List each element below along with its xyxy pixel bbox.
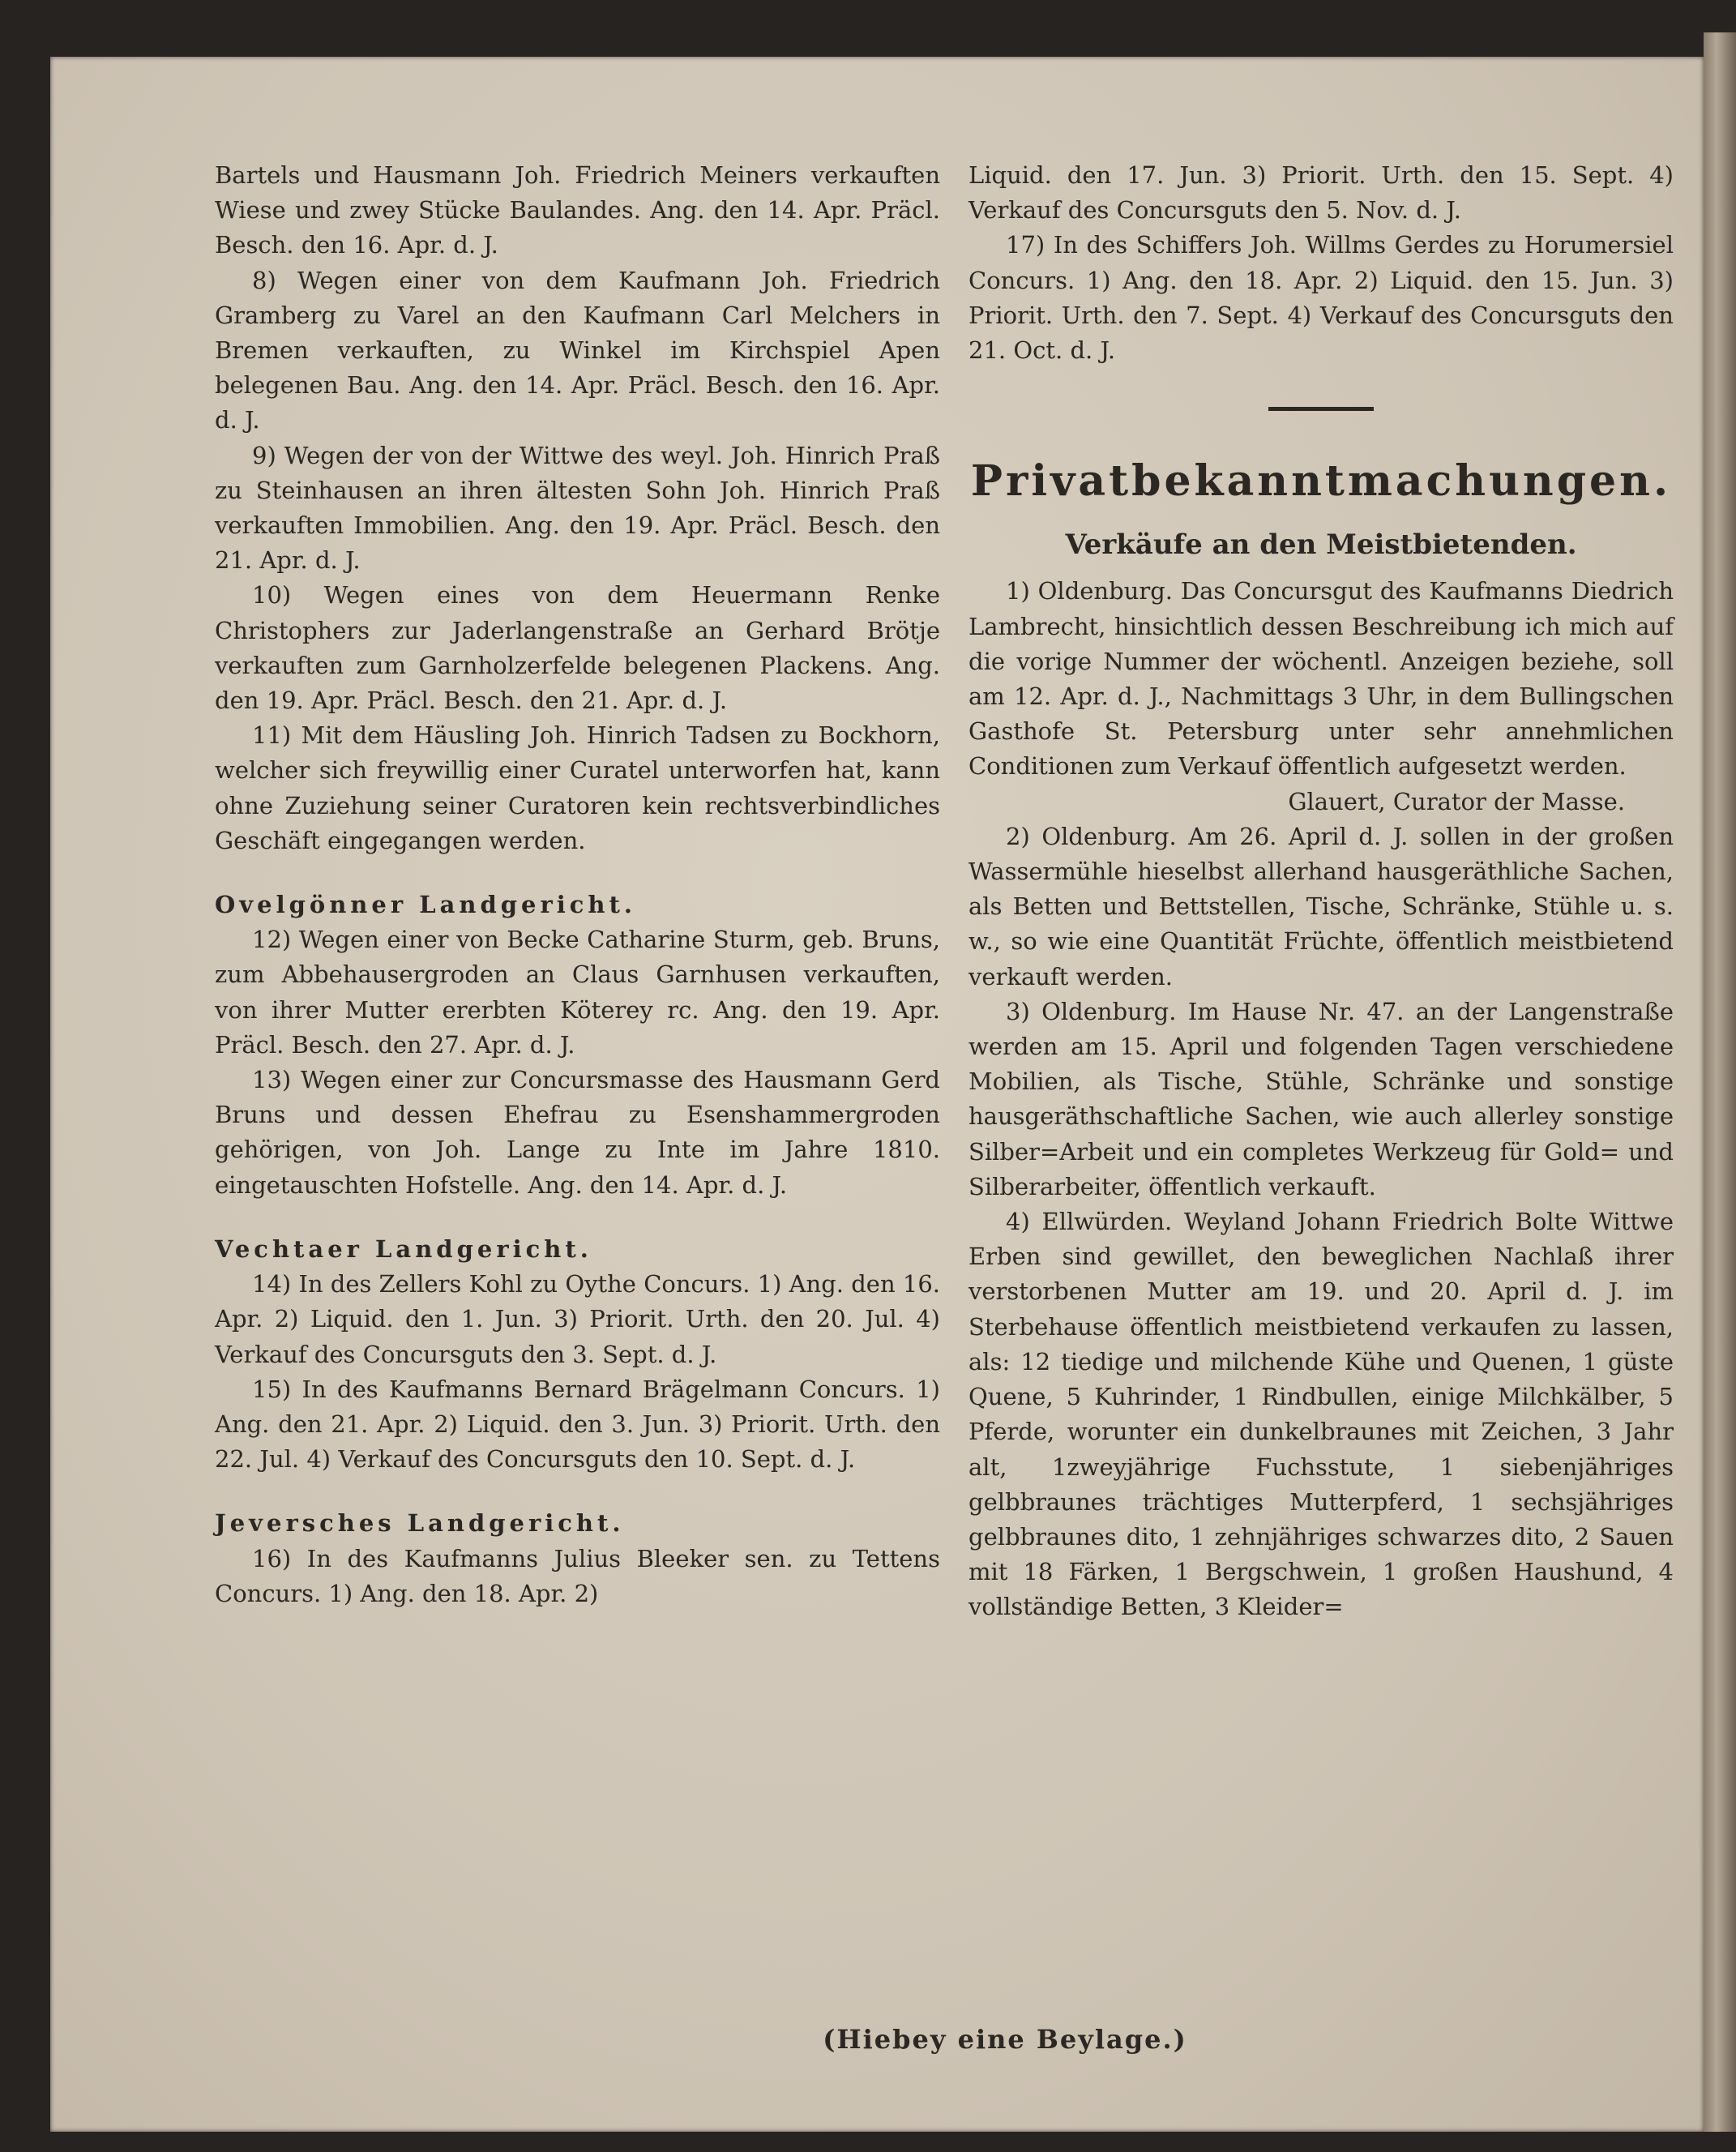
paragraph: 15) In des Kaufmanns Bernard Brägelmann Concurs. 1) Ang. den 21. Apr. 2) Liquid. den 3. Jun. 3) Priorit. Urth. den 22. Jul. 4) Verkauf des Concursguts den 10. Sept. d. J.	[215, 1375, 940, 1474]
paragraph: 1) Oldenburg. Das Concursgut des Kaufmanns Diedrich Lambrecht, hinsichtlich dessen Beschreibung ich mich auf die vorige Nummer der wöchentl. Anzeigen beziehe, soll am 12. Apr. d. J., Nachmittags 3 Uhr, in dem Bullingschen Gasthofe St. Petersburg unter sehr annehmlichen Conditionen zum Verkauf öffentlich aufgesetzt werden.	[968, 577, 1674, 781]
paragraph: 9) Wegen der von der Wittwe des weyl. Joh. Hinrich Praß zu Steinhausen an ihren ältesten Sohn Joh. Hinrich Praß verkauften Immobilien. Ang. den 19. Apr. Präcl. Besch. den 21. Apr. d. J.	[215, 441, 940, 575]
paragraph: 3) Oldenburg. Im Hause Nr. 47. an der Langenstraße werden am 15. April und folgenden Tagen verschiedene Mobilien, als Tische, Stühle, Schränke und sonstige hausgeräthschaftliche Sachen, wie auch allerley sonstige Silber=Arbeit und ein completes Werkzeug für Gold= und Silberarbeiter, öffentlich verkauft.	[968, 997, 1674, 1200]
section-title: Privatbekanntmachungen.	[970, 456, 1672, 507]
paragraph: 4) Ellwürden. Weyland Johann Friedrich Bolte Wittwe Erben sind gewillet, den beweglichen Nachlaß ihrer verstorbenen Mutter am 19. und 20. April d. J. im Sterbehause öffentlich meistbietend verkaufen zu lassen, als: 12 tiedige und milchende Kühe und Quenen, 1 güste Quene, 5 Kuhrinder, 1 Rindbullen, einige Milchkälber, 5 Pferde, worunter ein dunkelbraunes mit Zeichen, 3 Jahr alt, 1zweyjährige Fuchsstute, 1 siebenjähriges gelbbraunes trächtiges Mutterpferd, 1 sechsjähriges gelbbraunes dito, 1 zehnjähriges schwarzes dito, 2 Sauen mit 18 Färken, 1 Bergschwein, 1 großen Haushund, 4 vollständige Betten, 3 Kleider=	[968, 1208, 1674, 1621]
paragraph: 11) Mit dem Häusling Joh. Hinrich Tadsen zu Bockhorn, welcher sich freywillig einer Curatel unterworfen hat, kann ohne Zuziehung seiner Curatoren kein rechtsverbindliches Geschäft eingegangen werden.	[215, 721, 940, 854]
paragraph: 16) In des Kaufmanns Julius Bleeker sen. zu Tettens Concurs. 1) Ang. den 18. Apr. 2)	[215, 1544, 940, 1607]
right-column	[968, 158, 1674, 1625]
section-divider	[1268, 407, 1374, 411]
page-edge	[1704, 32, 1736, 2132]
court-heading: Vechtaer Landgericht.	[215, 1234, 592, 1263]
paragraph: 13) Wegen einer zur Concursmasse des Hausmann Gerd Bruns und dessen Ehefrau zu Esenshammergroden gehörigen, von Joh. Lange zu Inte im Jahre 1810. eingetauschten Hofstelle. Ang. den 14. Apr. d. J.	[215, 1066, 940, 1199]
spacer	[215, 1203, 940, 1232]
paragraph: Bartels und Hausmann Joh. Friedrich Meiners verkauften Wiese und zwey Stücke Baulandes. Ang. den 14. Apr. Präcl. Besch. den 16. Apr. d. J.	[215, 161, 940, 259]
paragraph: Liquid. den 17. Jun. 3) Priorit. Urth. den 15. Sept. 4) Verkauf des Concursguts den 5. Nov. d. J.	[968, 161, 1674, 225]
signature: Glauert, Curator der Masse.	[1288, 787, 1625, 815]
court-heading: Ovelgönner Landgericht.	[215, 891, 636, 919]
paragraph: 10) Wegen eines von dem Heuermann Renke Christophers zur Jaderlangenstraße an Gerhard Brötje verkauften zum Garnholzerfelde belegenen Plackens. Ang. den 19. Apr. Präcl. Besch. den 21. Apr. d. J.	[215, 581, 940, 715]
supplement-note: (Hiebey eine Beylage.)	[823, 2024, 1187, 2055]
subsection-title: Verkäufe an den Meistbietenden.	[1065, 528, 1577, 562]
paragraph: 14) In des Zellers Kohl zu Oythe Concurs. 1) Ang. den 16. Apr. 2) Liquid. den 1. Jun. 3) Priorit. Urth. den 20. Jul. 4) Verkauf des Concursguts den 3. Sept. d. J.	[215, 1270, 940, 1368]
paragraph: 17) In des Schiffers Joh. Willms Gerdes zu Horumersiel Concurs. 1) Ang. den 18. Apr. 2) Liquid. den 15. Jun. 3) Priorit. Urth. den 7. Sept. 4) Verkauf des Concursguts den 21. Oct. d. J.	[968, 231, 1674, 365]
spacer	[215, 1477, 940, 1506]
paragraph: 12) Wegen einer von Becke Catharine Sturm, geb. Bruns, zum Abbehausergroden an Claus Garnhusen verkauften, von ihrer Mutter ererbten Köterey rc. Ang. den 19. Apr. Präcl. Besch. den 27. Apr. d. J.	[215, 926, 940, 1059]
court-heading: Jeversches Landgericht.	[215, 1509, 625, 1538]
paragraph: 2) Oldenburg. Am 26. April d. J. sollen in der großen Wassermühle hieselbst allerhand hausgeräthliche Sachen, als Betten und Bettstellen, Tische, Schränke, Stühle u. s. w., so wie eine Quantität Früchte, öffentlich meistbietend verkauft werden.	[968, 822, 1674, 990]
left-column	[215, 158, 940, 1611]
spacer	[215, 858, 940, 888]
paragraph: 8) Wegen einer von dem Kaufmann Joh. Friedrich Gramberg zu Varel an den Kaufmann Carl Melchers in Bremen verkauften, zu Winkel im Kirchspiel Apen belegenen Bau. Ang. den 14. Apr. Präcl. Besch. den 16. Apr. d. J.	[215, 266, 940, 434]
